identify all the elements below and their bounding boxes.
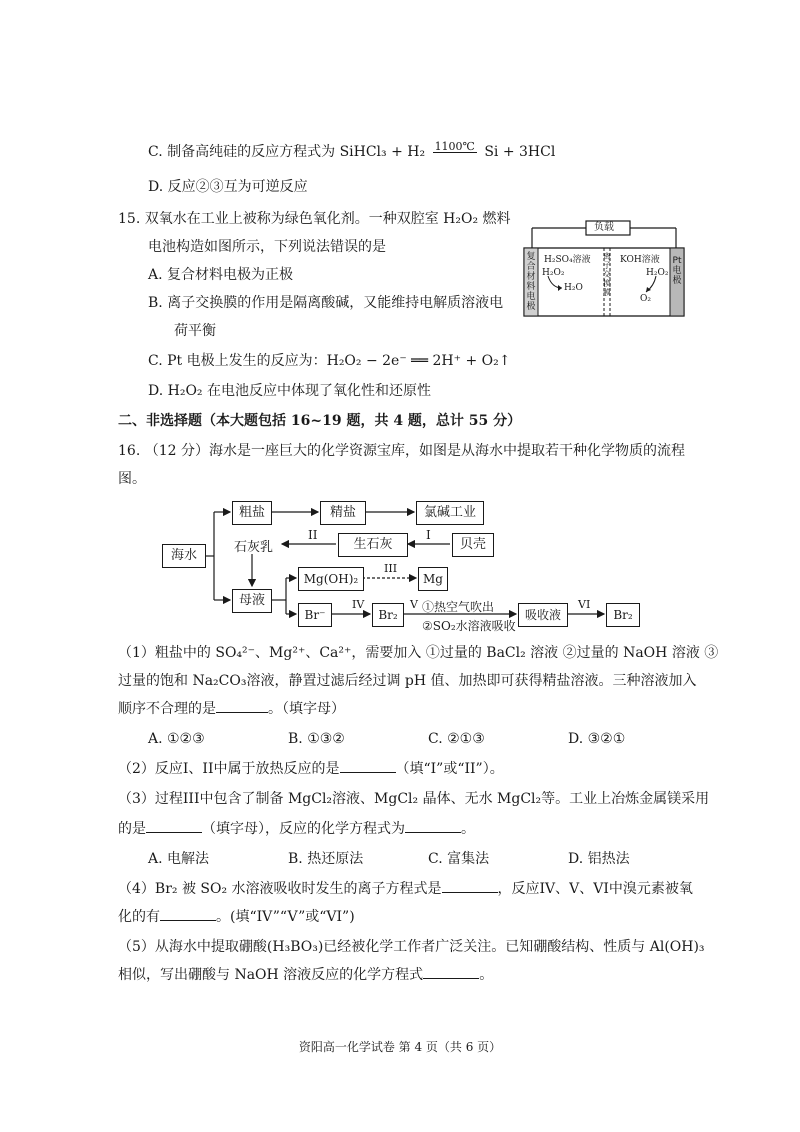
q16-part2-tail: （填“I”或“II”）。: [395, 761, 504, 777]
q16-part1-line3-tail: 。（填字母）: [268, 701, 345, 717]
q16-part4-line2: [118, 908, 355, 926]
step-2-label: II: [308, 528, 318, 542]
q16-part1-line3: [118, 700, 345, 718]
left-reactant-label: H₂O₂: [542, 268, 565, 278]
load-label: 负载: [594, 222, 614, 233]
q16-part1-line3-text: 顺序不合理的是: [118, 701, 216, 717]
q16-part1-line1: （1）粗盐中的 SO₄²⁻、Mg²⁺、Ca²⁺，需要加入 ①过量的 BaCl₂ 溶液 ②过量的 NaOH 溶液 ③: [118, 645, 719, 661]
q16-part3-option-c: C. 富集法: [428, 851, 490, 867]
q16-part4-line1: [118, 880, 693, 898]
membrane-label: 离子交换膜: [603, 252, 611, 297]
q16-part3-line2-b: （填字母），反应的化学方程式为: [202, 821, 405, 837]
q16-part3-option-d: D. 铝热法: [568, 851, 630, 867]
box-seawater: 海水: [162, 544, 206, 568]
q14-option-c: [148, 140, 556, 161]
reaction-condition-label: 1100℃: [434, 140, 475, 153]
lime-milk-label: 石灰乳: [234, 540, 274, 555]
answer-blank-3[interactable]: [146, 820, 202, 833]
seawater-flowchart: [160, 496, 650, 636]
right-reactant-label: H₂O₂: [646, 268, 669, 278]
q16-part1-line2: 过量的饱和 Na₂CO₃溶液，静置过滤后经过调 pH 值、加热即可获得精盐溶液。三种溶液加入: [118, 673, 697, 689]
step-5-note-1: ①热空气吹出: [422, 600, 495, 614]
box-chlor-alkali: 氯碱工业: [416, 501, 484, 525]
q15-option-b-line1: B. 离子交换膜的作用是隔离酸碱，又能维持电解质溶液电: [148, 295, 504, 311]
q16-part3-option-b: B. 热还原法: [288, 851, 364, 867]
answer-blank-7[interactable]: [423, 966, 479, 979]
left-solution-label: H₂SO₄溶液: [544, 255, 591, 265]
right-electrode-label: Pt电极: [672, 256, 682, 286]
box-mg-oh2: Mg(OH)₂: [298, 567, 364, 591]
q16-part5-line2-a: 相似，写出硼酸与 NaOH 溶液反应的化学方程式: [118, 967, 424, 983]
step-1-label: I: [426, 528, 431, 542]
q16-part4-line2-b: 。(填“IV”“V”或“VI”): [216, 909, 355, 925]
q16-part1-option-c: C. ②①③: [428, 731, 485, 747]
q14-option-c-suffix: Si + 3HCl: [484, 144, 556, 160]
q16-part3-line2-c: 。: [461, 821, 475, 837]
answer-blank-1[interactable]: [216, 700, 268, 713]
left-product-label: H₂O: [564, 283, 583, 293]
q16-stem-line2: 图。: [118, 471, 146, 487]
left-electrode-label: 复合材料电极: [526, 252, 536, 312]
box-mg: Mg: [418, 567, 448, 591]
q14-option-d: D. 反应②③互为可逆反应: [148, 179, 308, 195]
q16-part2-text: （2）反应I、II中属于放热反应的是: [118, 761, 340, 777]
q16-part4-line1-b: ，反应IV、V、VI中溴元素被氧: [497, 881, 693, 897]
q16-part5-line1: （5）从海水中提取硼酸(H₃BO₃)已经被化学工作者广泛关注。已知硼酸结构、性质与 Al(OH)₃: [118, 939, 705, 955]
box-refined-salt: 精盐: [320, 501, 366, 525]
box-mother-liquor: 母液: [232, 589, 272, 613]
reaction-condition: [433, 141, 477, 153]
right-product-label: O₂: [640, 294, 651, 304]
answer-blank-5[interactable]: [442, 880, 498, 893]
box-br2-b: Br₂: [606, 603, 640, 627]
q16-part4-line2-a: 化的有: [118, 909, 160, 925]
q16-part3-line2: [118, 820, 475, 838]
q15-option-d: D. H₂O₂ 在电池反应中体现了氧化性和还原性: [148, 383, 431, 399]
q14-option-c-prefix: C. 制备高纯硅的反应方程式为 SiHCl₃ + H₂: [148, 144, 426, 160]
q15-option-c: C. Pt 电极上发生的反应为：H₂O₂ − 2e⁻ ══ 2H⁺ + O₂↑: [148, 353, 511, 369]
step-4-label: IV: [352, 598, 365, 611]
q16-part3-line2-a: 的是: [118, 821, 146, 837]
box-absorb-liquid: 吸收液: [518, 603, 568, 627]
section-2-title: 二、非选择题（本大题包括 16~19 题，共 4 题，总计 55 分）: [118, 413, 522, 429]
step-5-label: V: [410, 598, 418, 611]
box-quicklime: 生石灰: [338, 533, 408, 557]
step-5-note-2: ②SO₂水溶液吸收: [422, 619, 516, 633]
q16-part5-line2: [118, 966, 493, 984]
q16-stem-line1: 16. （12 分）海水是一座巨大的化学资源宝库，如图是从海水中提取若干种化学物质的流程: [118, 443, 685, 459]
box-shells: 贝壳: [452, 533, 494, 557]
right-solution-label: KOH溶液: [620, 255, 660, 265]
q16-part1-option-d: D. ③②①: [568, 731, 626, 747]
box-br-minus: Br⁻: [298, 603, 332, 627]
box-br2-a: Br₂: [372, 603, 404, 627]
answer-blank-4[interactable]: [405, 820, 461, 833]
q16-part2-line: [118, 760, 504, 778]
q16-part3-option-a: A. 电解法: [148, 851, 210, 867]
q15-stem-line1: 15. 双氧水在工业上被称为绿色氧化剂。一种双腔室 H₂O₂ 燃料: [118, 211, 511, 227]
box-crude-salt: 粗盐: [232, 501, 272, 525]
answer-blank-2[interactable]: [340, 760, 396, 773]
page-footer: 资阳高一化学试卷 第 4 页（共 6 页）: [298, 1040, 502, 1054]
q15-option-a: A. 复合材料电极为正极: [148, 267, 294, 283]
step-3-label: III: [384, 562, 398, 575]
step-6-label: VI: [578, 598, 591, 611]
q16-part4-line1-a: （4）Br₂ 被 SO₂ 水溶液吸收时发生的离子方程式是: [118, 881, 442, 897]
q15-option-b-line2: 荷平衡: [174, 323, 216, 339]
q16-part1-option-a: A. ①②③: [148, 731, 205, 747]
q16-part1-option-b: B. ①③②: [288, 731, 345, 747]
fuel-cell-diagram: [518, 212, 690, 320]
answer-blank-6[interactable]: [160, 908, 216, 921]
q16-part3-line1: （3）过程III中包含了制备 MgCl₂溶液、MgCl₂ 晶体、无水 MgCl₂等。工业上冶炼金属镁采用: [118, 791, 710, 807]
q15-stem-line2: 电池构造如图所示，下列说法错误的是: [148, 239, 386, 255]
q16-part5-line2-b: 。: [479, 967, 494, 983]
